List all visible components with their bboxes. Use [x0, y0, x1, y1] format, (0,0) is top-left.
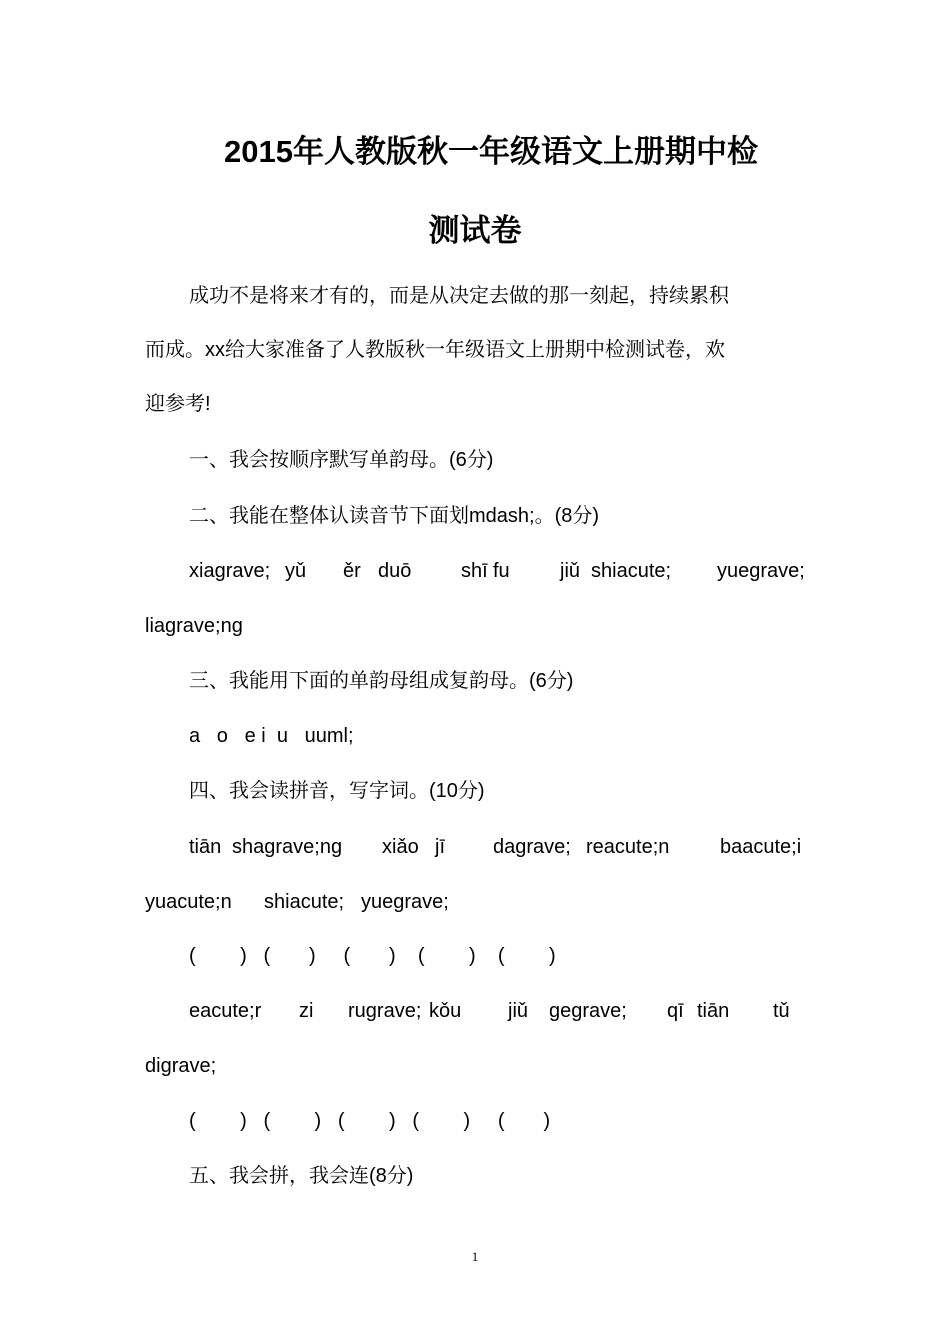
- question-3: 三、我能用下面的单韵母组成复韵母。(6分): [189, 670, 574, 692]
- syllable: duō: [378, 560, 412, 582]
- document-title-line-1: 2015年人教版秋一年级语文上册期中检: [224, 134, 758, 169]
- document-title-line-2: 测试卷: [428, 213, 522, 248]
- pinyin-word: jiǔ: [508, 1000, 529, 1022]
- pinyin-word: shagrave;ng: [232, 836, 343, 858]
- pinyin-word: jī: [435, 836, 445, 858]
- pinyin-word: yuacute;n: [145, 891, 232, 913]
- question-4-blanks-2: ( ) ( ) ( ) ( ) ( ): [189, 1110, 551, 1132]
- syllable: yuegrave;: [717, 560, 805, 582]
- intro-line-3: 迎参考!: [145, 393, 211, 415]
- syllable: fu: [493, 560, 510, 582]
- page-number: 1: [471, 1249, 479, 1264]
- question-4-words-3-wrap: digrave;: [145, 1055, 217, 1077]
- question-2-syllables-wrap: liagrave;ng: [145, 615, 243, 637]
- syllable: yǔ: [285, 560, 307, 582]
- pinyin-word: kǒu: [429, 1000, 462, 1022]
- question-1: 一、我会按顺序默写单韵母。(6分): [189, 449, 494, 471]
- syllable: shiacute;: [591, 560, 672, 582]
- intro-line-1: 成功不是将来才有的，而是从决定去做的那一刻起，持续累积: [189, 285, 729, 307]
- question-4-words-3: [145, 998, 805, 1024]
- syllable: xiagrave;: [189, 560, 271, 582]
- syllable: shī: [461, 560, 488, 582]
- pinyin-word: yuegrave;: [361, 891, 449, 913]
- pinyin-word: rugrave;: [348, 1000, 422, 1022]
- intro-line-2: 而成。xx给大家准备了人教版秋一年级语文上册期中检测试卷，欢: [145, 339, 725, 361]
- question-4-words-2: [145, 889, 805, 915]
- question-4-blanks-1: ( ) ( ) ( ) ( ) ( ): [189, 945, 556, 967]
- pinyin-word: xiǎo: [382, 836, 419, 858]
- pinyin-word: reacute;n: [586, 836, 670, 858]
- question-2: 二、我能在整体认读音节下面划mdash;。(8分): [189, 505, 600, 527]
- pinyin-word: shiacute;: [264, 891, 345, 913]
- pinyin-word: baacute;i: [720, 836, 802, 858]
- question-5: 五、我会拼，我会连(8分): [189, 1165, 414, 1187]
- question-2-syllables: [145, 558, 805, 584]
- question-4: 四、我会读拼音，写字词。(10分): [189, 780, 485, 802]
- pinyin-word: eacute;r: [189, 1000, 262, 1022]
- pinyin-word: tǔ: [773, 1000, 790, 1022]
- pinyin-word: tiān: [189, 836, 222, 858]
- question-3-letters: a o e i u uuml;: [189, 725, 354, 747]
- question-4-words-1: [145, 834, 805, 860]
- pinyin-word: zi: [299, 1000, 314, 1022]
- pinyin-word: gegrave;: [549, 1000, 627, 1022]
- pinyin-word: dagrave;: [493, 836, 571, 858]
- syllable: jiǔ: [560, 560, 581, 582]
- syllable: ěr: [343, 560, 361, 582]
- pinyin-word: qī: [667, 1000, 684, 1022]
- pinyin-word: tiān: [697, 1000, 730, 1022]
